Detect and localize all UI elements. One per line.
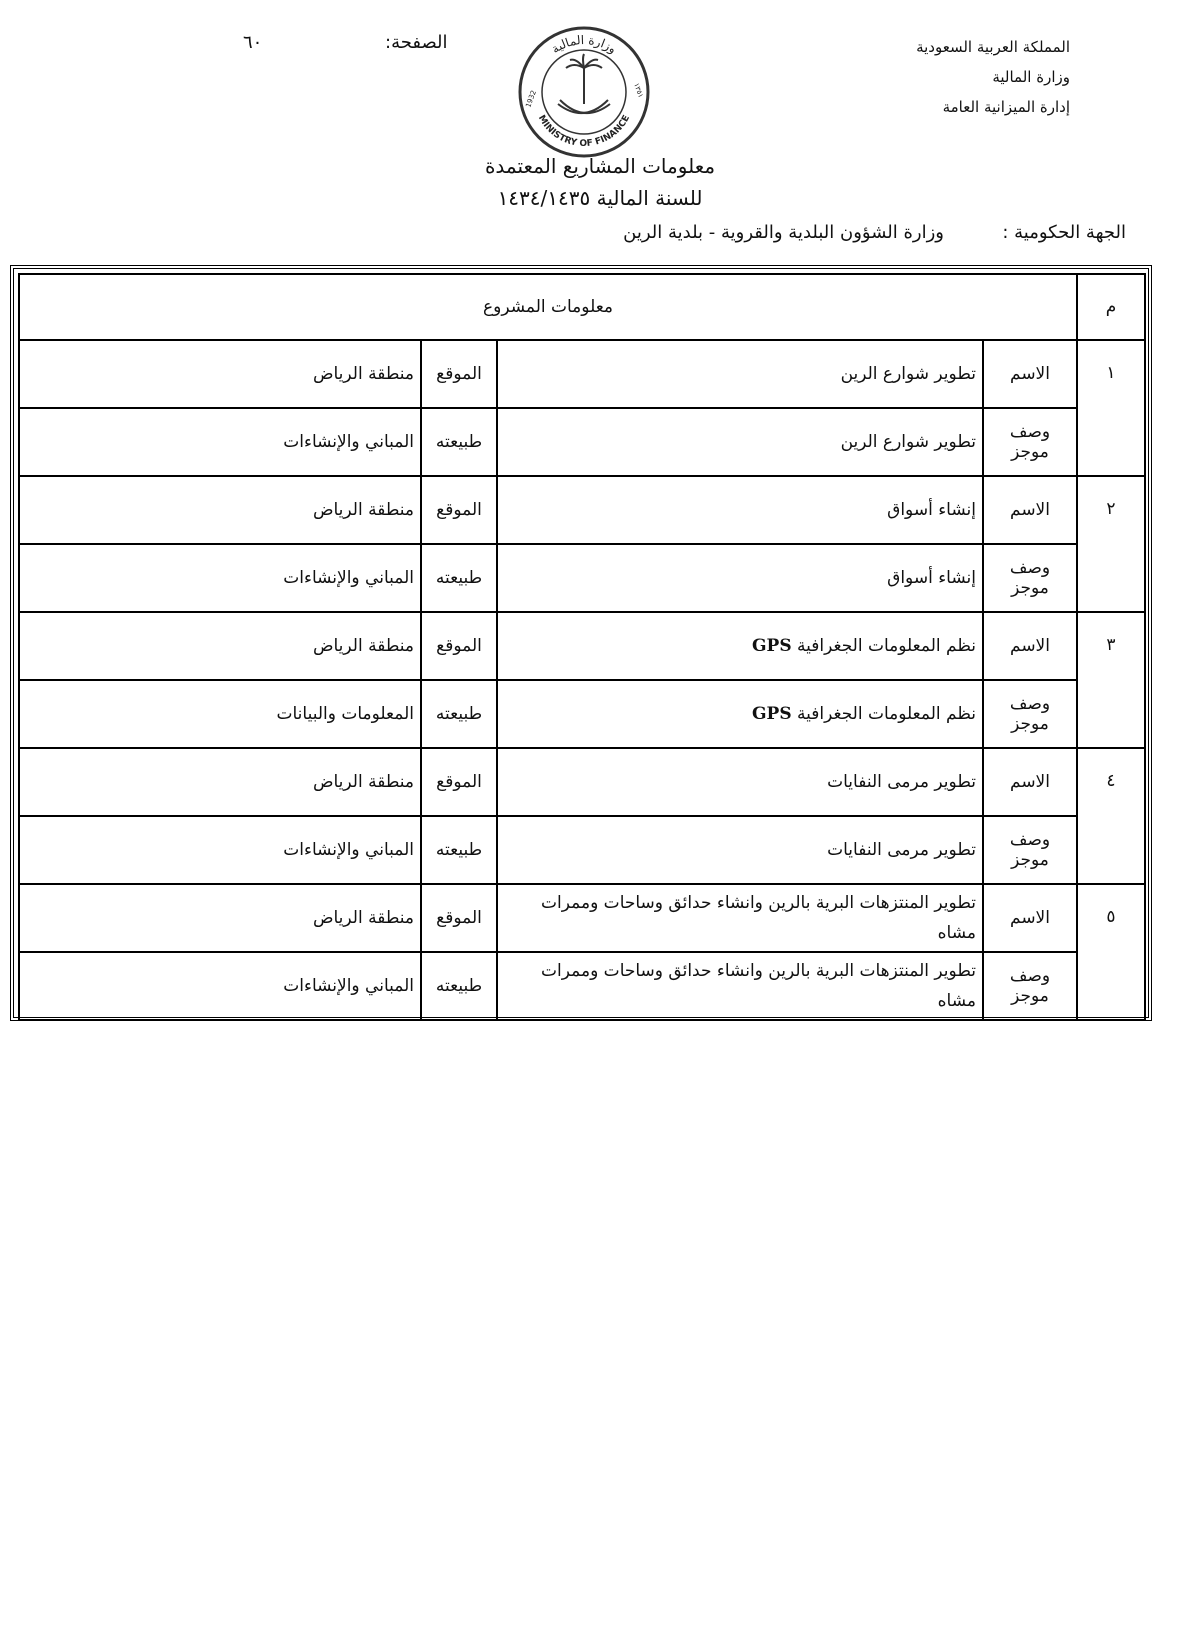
project-name: تطوير المنتزهات البرية بالرين وانشاء حدائق وساحات وممرات مشاه bbox=[497, 884, 983, 952]
project-name: تطوير مرمى النفايات bbox=[497, 748, 983, 816]
table-header-row bbox=[19, 274, 1145, 340]
table-row bbox=[19, 408, 1145, 476]
document-title: معلومات المشاريع المعتمدة bbox=[484, 154, 716, 178]
table-row bbox=[19, 884, 1145, 952]
seal-top-text: وزارة المالية bbox=[548, 32, 620, 57]
seal-year-right: ١٣٥١ bbox=[632, 81, 645, 99]
palm-tree-icon bbox=[566, 54, 602, 104]
row-index: ٥ bbox=[1077, 884, 1145, 1020]
label-nature: طبيعته bbox=[421, 816, 497, 884]
org-line-ministry: وزارة المالية bbox=[992, 68, 1070, 86]
row-index: ٢ bbox=[1077, 476, 1145, 612]
project-name bbox=[497, 612, 983, 680]
label-nature: طبيعته bbox=[421, 680, 497, 748]
project-location: منطقة الرياض bbox=[19, 612, 421, 680]
label-name: الاسم bbox=[983, 476, 1077, 544]
project-location: منطقة الرياض bbox=[19, 884, 421, 952]
label-description: وصف موجز bbox=[983, 816, 1077, 884]
project-name: تطوير شوارع الرين bbox=[497, 340, 983, 408]
projects-table-frame bbox=[10, 265, 1152, 1021]
project-name-text: نظم المعلومات الجغرافية bbox=[797, 636, 976, 656]
table-row bbox=[19, 544, 1145, 612]
label-name: الاسم bbox=[983, 748, 1077, 816]
project-description bbox=[497, 680, 983, 748]
table-row bbox=[19, 816, 1145, 884]
table-row bbox=[19, 476, 1145, 544]
project-description-latin: GPS bbox=[752, 704, 792, 724]
document-subtitle: للسنة المالية ١٤٣٤/١٤٣٥ bbox=[497, 186, 703, 210]
project-name: إنشاء أسواق bbox=[497, 476, 983, 544]
project-description: تطوير المنتزهات البرية بالرين وانشاء حدائق وساحات وممرات مشاه bbox=[497, 952, 983, 1020]
label-description: وصف موجز bbox=[983, 680, 1077, 748]
page-label: الصفحة: bbox=[385, 32, 448, 53]
project-nature: المباني والإنشاءات bbox=[19, 952, 421, 1020]
project-nature: المباني والإنشاءات bbox=[19, 816, 421, 884]
row-index: ٣ bbox=[1077, 612, 1145, 748]
organization-block bbox=[770, 32, 1070, 122]
header-project-info: معلومات المشروع bbox=[19, 274, 1077, 340]
project-location: منطقة الرياض bbox=[19, 476, 421, 544]
project-nature: المباني والإنشاءات bbox=[19, 544, 421, 612]
project-description: إنشاء أسواق bbox=[497, 544, 983, 612]
table-row bbox=[19, 680, 1145, 748]
row-index: ٤ bbox=[1077, 748, 1145, 884]
seal-bottom-text: MINISTRY OF FINANCE bbox=[535, 113, 633, 150]
table-row bbox=[19, 748, 1145, 816]
project-name-latin: GPS bbox=[752, 636, 792, 656]
project-nature: المعلومات والبيانات bbox=[19, 680, 421, 748]
org-line-department: إدارة الميزانية العامة bbox=[942, 98, 1070, 116]
seal-year-left: 1932 bbox=[524, 89, 538, 109]
label-name: الاسم bbox=[983, 340, 1077, 408]
row-index: ١ bbox=[1077, 340, 1145, 476]
header-index: م bbox=[1077, 274, 1145, 340]
project-nature: المباني والإنشاءات bbox=[19, 408, 421, 476]
project-description: تطوير شوارع الرين bbox=[497, 408, 983, 476]
ministry-seal-logo bbox=[516, 24, 652, 160]
label-name: الاسم bbox=[983, 884, 1077, 952]
label-nature: طبيعته bbox=[421, 544, 497, 612]
table-row bbox=[19, 952, 1145, 1020]
label-location: الموقع bbox=[421, 476, 497, 544]
label-name: الاسم bbox=[983, 612, 1077, 680]
label-nature: طبيعته bbox=[421, 408, 497, 476]
org-line-kingdom: المملكة العربية السعودية bbox=[916, 38, 1070, 56]
label-description: وصف موجز bbox=[983, 544, 1077, 612]
government-entity-label: الجهة الحكومية : bbox=[1002, 222, 1126, 243]
project-location: منطقة الرياض bbox=[19, 748, 421, 816]
label-description: وصف موجز bbox=[983, 408, 1077, 476]
label-nature: طبيعته bbox=[421, 952, 497, 1020]
projects-table bbox=[18, 273, 1146, 1021]
project-location: منطقة الرياض bbox=[19, 340, 421, 408]
label-location: الموقع bbox=[421, 612, 497, 680]
label-location: الموقع bbox=[421, 340, 497, 408]
table-row bbox=[19, 340, 1145, 408]
project-description-text: نظم المعلومات الجغرافية bbox=[797, 704, 976, 724]
table-row bbox=[19, 612, 1145, 680]
page-number: ٦٠ bbox=[243, 32, 263, 53]
government-entity-value: وزارة الشؤون البلدية والقروية - بلدية الرين bbox=[623, 222, 944, 243]
label-description: وصف موجز bbox=[983, 952, 1077, 1020]
label-location: الموقع bbox=[421, 748, 497, 816]
label-location: الموقع bbox=[421, 884, 497, 952]
project-description: تطوير مرمى النفايات bbox=[497, 816, 983, 884]
